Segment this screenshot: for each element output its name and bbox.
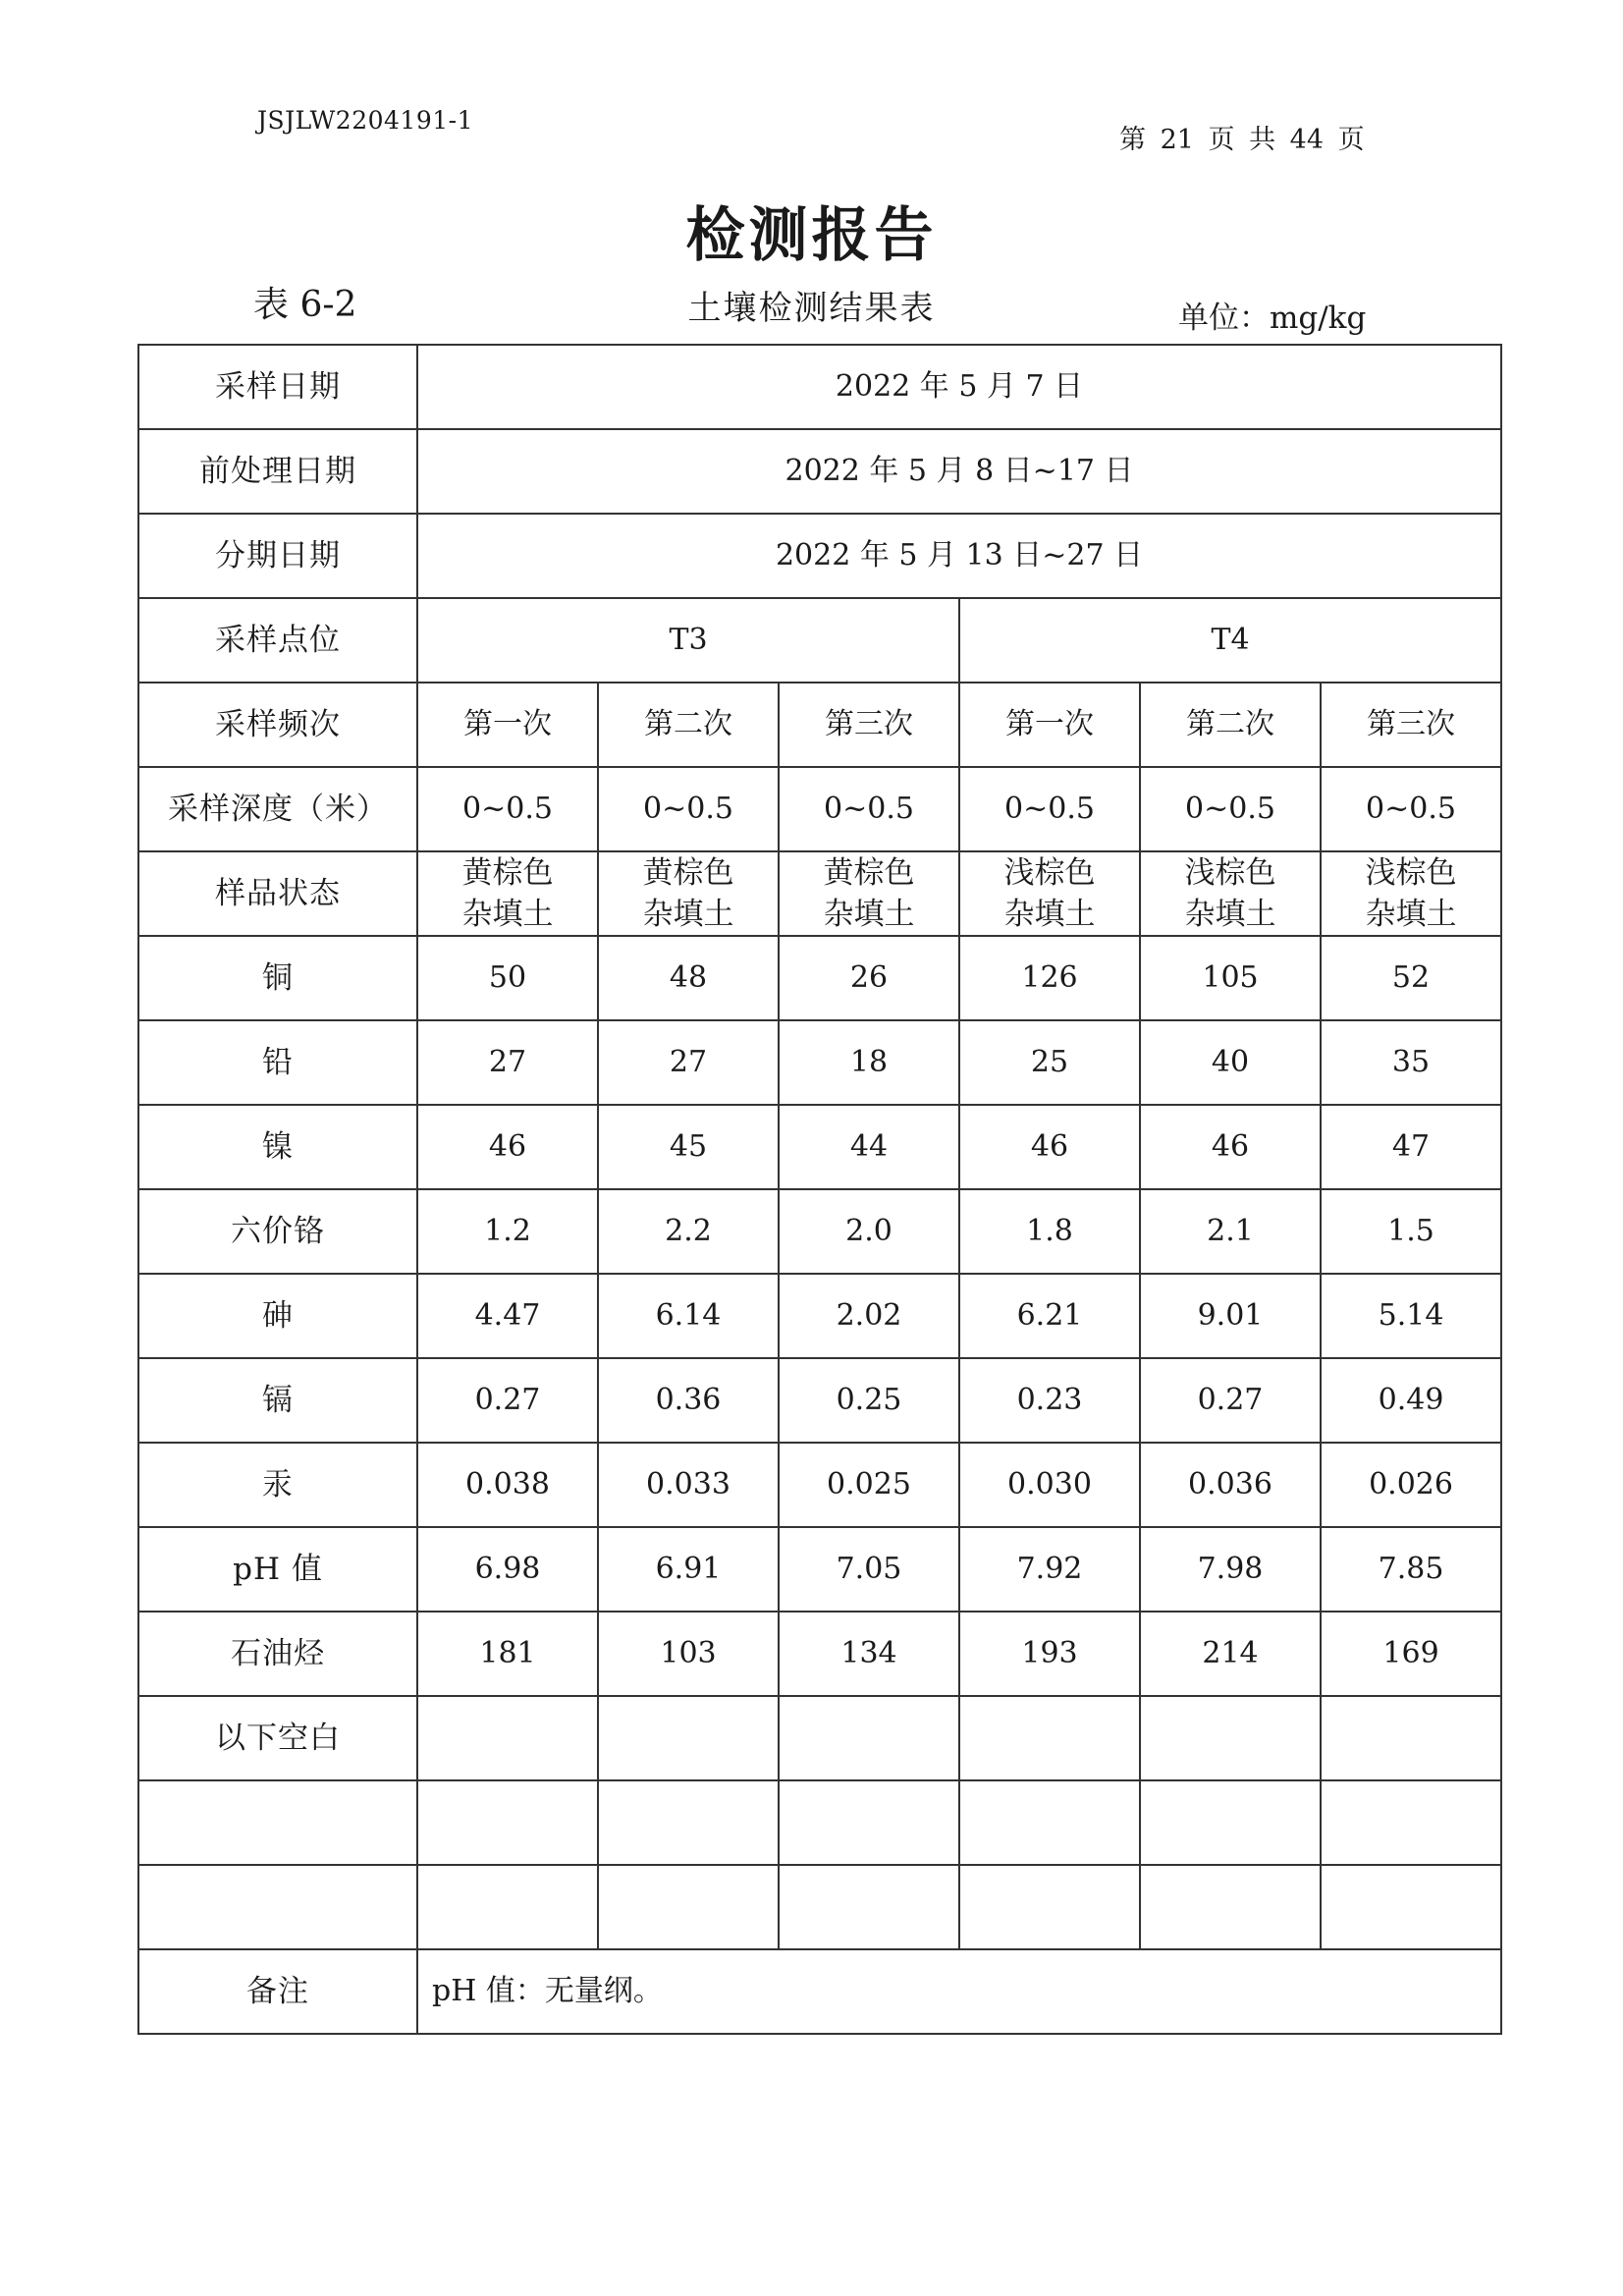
result-value — [417, 1696, 598, 1780]
result-value: 1.8 — [959, 1189, 1140, 1274]
result-value: 1.5 — [1321, 1189, 1501, 1274]
sample-state-cell — [1321, 851, 1501, 936]
analyte-label: 铅 — [138, 1020, 417, 1105]
result-value: 7.92 — [959, 1527, 1140, 1612]
result-value: 50 — [417, 936, 598, 1020]
depth-cell: 0~0.5 — [959, 767, 1140, 851]
sample-state-line: 浅棕色 — [1184, 855, 1276, 891]
sampling-date-value: 2022 年 5 月 7 日 — [417, 345, 1501, 429]
result-value: 52 — [1321, 936, 1501, 1020]
result-value: 2.02 — [779, 1274, 959, 1358]
page-info: 第 21 页 共 44 页 — [1119, 125, 1365, 155]
result-value: 193 — [959, 1612, 1140, 1696]
result-value: 7.85 — [1321, 1527, 1501, 1612]
result-value: 126 — [959, 936, 1140, 1020]
analyte-label: pH 值 — [138, 1527, 417, 1612]
result-value: 27 — [598, 1020, 779, 1105]
soil-results-table — [137, 344, 1502, 2035]
result-row — [138, 1780, 1501, 1865]
result-value: 48 — [598, 936, 779, 1020]
result-value — [1140, 1780, 1321, 1865]
result-value — [959, 1865, 1140, 1949]
result-value: 0.36 — [598, 1358, 779, 1443]
pretreat-date-row — [138, 429, 1501, 514]
result-value: 6.98 — [417, 1527, 598, 1612]
sampling-point-label: 采样点位 — [138, 598, 417, 683]
analyte-label — [138, 1780, 417, 1865]
result-value — [598, 1696, 779, 1780]
sampling-frequency-row — [138, 683, 1501, 767]
frequency-cell: 第三次 — [779, 683, 959, 767]
frequency-cell: 第一次 — [417, 683, 598, 767]
result-row — [138, 1527, 1501, 1612]
result-value — [417, 1780, 598, 1865]
result-value — [779, 1780, 959, 1865]
result-value: 6.91 — [598, 1527, 779, 1612]
pretreat-date-label: 前处理日期 — [138, 429, 417, 514]
result-row — [138, 1020, 1501, 1105]
result-value: 0.49 — [1321, 1358, 1501, 1443]
sample-state-line: 浅棕色 — [1003, 855, 1096, 891]
result-value: 4.47 — [417, 1274, 598, 1358]
result-value: 105 — [1140, 936, 1321, 1020]
result-value: 134 — [779, 1612, 959, 1696]
depth-cell: 0~0.5 — [1321, 767, 1501, 851]
depth-cell: 0~0.5 — [779, 767, 959, 851]
frequency-cell: 第二次 — [598, 683, 779, 767]
sampling-point-row — [138, 598, 1501, 683]
result-value — [1140, 1865, 1321, 1949]
sample-state-cell — [598, 851, 779, 936]
result-value: 46 — [417, 1105, 598, 1189]
result-value — [779, 1696, 959, 1780]
sample-state-cell — [779, 851, 959, 936]
result-value: 0.038 — [417, 1443, 598, 1527]
analyte-label: 铜 — [138, 936, 417, 1020]
note-row — [138, 1949, 1501, 2034]
result-row — [138, 1696, 1501, 1780]
result-value: 181 — [417, 1612, 598, 1696]
result-row — [138, 1865, 1501, 1949]
result-value: 0.026 — [1321, 1443, 1501, 1527]
result-value: 2.0 — [779, 1189, 959, 1274]
result-value: 0.025 — [779, 1443, 959, 1527]
result-value — [1140, 1696, 1321, 1780]
result-value: 5.14 — [1321, 1274, 1501, 1358]
result-value: 35 — [1321, 1020, 1501, 1105]
result-value: 2.2 — [598, 1189, 779, 1274]
note-value: pH 值：无量纲。 — [417, 1949, 1501, 2034]
sample-state-line: 杂填土 — [1003, 897, 1096, 932]
result-value — [959, 1696, 1140, 1780]
sample-state-line: 黄棕色 — [642, 855, 734, 891]
analysis-date-value: 2022 年 5 月 13 日~27 日 — [417, 514, 1501, 598]
result-value: 27 — [417, 1020, 598, 1105]
page-title: 检测报告 — [685, 201, 938, 270]
result-value — [1321, 1696, 1501, 1780]
sample-state-line: 杂填土 — [642, 897, 734, 932]
result-row — [138, 936, 1501, 1020]
analyte-label: 镍 — [138, 1105, 417, 1189]
sample-state-line: 黄棕色 — [823, 855, 915, 891]
analyte-label: 镉 — [138, 1358, 417, 1443]
sample-state-line: 杂填土 — [461, 897, 554, 932]
analysis-date-label: 分期日期 — [138, 514, 417, 598]
result-value — [1321, 1780, 1501, 1865]
sample-state-line: 杂填土 — [1365, 897, 1457, 932]
result-value — [779, 1865, 959, 1949]
result-row — [138, 1612, 1501, 1696]
result-row — [138, 1358, 1501, 1443]
sampling-frequency-label: 采样频次 — [138, 683, 417, 767]
result-value: 2.1 — [1140, 1189, 1321, 1274]
result-value: 46 — [1140, 1105, 1321, 1189]
result-value: 214 — [1140, 1612, 1321, 1696]
result-value: 103 — [598, 1612, 779, 1696]
frequency-cell: 第三次 — [1321, 683, 1501, 767]
result-value — [417, 1865, 598, 1949]
analyte-label: 以下空白 — [138, 1696, 417, 1780]
result-value: 45 — [598, 1105, 779, 1189]
result-value: 1.2 — [417, 1189, 598, 1274]
result-value: 26 — [779, 936, 959, 1020]
frequency-cell: 第一次 — [959, 683, 1140, 767]
analyte-label: 汞 — [138, 1443, 417, 1527]
result-value — [598, 1780, 779, 1865]
sample-state-cell — [417, 851, 598, 936]
sampling-depth-row — [138, 767, 1501, 851]
table-number: 表 6-2 — [253, 285, 357, 325]
result-value: 7.98 — [1140, 1527, 1321, 1612]
result-value — [959, 1780, 1140, 1865]
result-value: 0.036 — [1140, 1443, 1321, 1527]
sample-state-label: 样品状态 — [138, 851, 417, 936]
analyte-label: 石油烃 — [138, 1612, 417, 1696]
result-value — [598, 1865, 779, 1949]
result-value: 169 — [1321, 1612, 1501, 1696]
analysis-date-row — [138, 514, 1501, 598]
result-value: 6.14 — [598, 1274, 779, 1358]
analyte-label: 砷 — [138, 1274, 417, 1358]
table-name: 土壤检测结果表 — [687, 289, 936, 328]
frequency-cell: 第二次 — [1140, 683, 1321, 767]
result-value: 0.27 — [417, 1358, 598, 1443]
result-value: 25 — [959, 1020, 1140, 1105]
depth-cell: 0~0.5 — [417, 767, 598, 851]
sample-state-line: 黄棕色 — [461, 855, 554, 891]
analyte-label: 六价铬 — [138, 1189, 417, 1274]
sample-state-line: 杂填土 — [823, 897, 915, 932]
result-value: 44 — [779, 1105, 959, 1189]
result-row — [138, 1443, 1501, 1527]
result-row — [138, 1105, 1501, 1189]
report-number: JSJLW2204191-1 — [257, 106, 473, 135]
result-value: 18 — [779, 1020, 959, 1105]
unit-label: 单位：mg/kg — [1178, 301, 1367, 336]
sample-state-line: 杂填土 — [1184, 897, 1276, 932]
analyte-label — [138, 1865, 417, 1949]
result-value: 7.05 — [779, 1527, 959, 1612]
sample-state-row — [138, 851, 1501, 936]
result-row — [138, 1189, 1501, 1274]
result-value: 6.21 — [959, 1274, 1140, 1358]
sample-state-cell — [959, 851, 1140, 936]
depth-cell: 0~0.5 — [598, 767, 779, 851]
point-t3: T3 — [417, 598, 959, 683]
pretreat-date-value: 2022 年 5 月 8 日~17 日 — [417, 429, 1501, 514]
sample-state-line: 浅棕色 — [1365, 855, 1457, 891]
result-value: 0.27 — [1140, 1358, 1321, 1443]
sampling-date-label: 采样日期 — [138, 345, 417, 429]
result-value: 9.01 — [1140, 1274, 1321, 1358]
result-value: 0.23 — [959, 1358, 1140, 1443]
point-t4: T4 — [959, 598, 1501, 683]
result-value: 0.033 — [598, 1443, 779, 1527]
sample-state-cell — [1140, 851, 1321, 936]
result-value: 40 — [1140, 1020, 1321, 1105]
result-value: 0.030 — [959, 1443, 1140, 1527]
note-label: 备注 — [138, 1949, 417, 2034]
result-value: 46 — [959, 1105, 1140, 1189]
result-value: 47 — [1321, 1105, 1501, 1189]
sampling-date-row — [138, 345, 1501, 429]
sampling-depth-label: 采样深度（米） — [138, 767, 417, 851]
depth-cell: 0~0.5 — [1140, 767, 1321, 851]
result-row — [138, 1274, 1501, 1358]
result-value — [1321, 1865, 1501, 1949]
result-value: 0.25 — [779, 1358, 959, 1443]
